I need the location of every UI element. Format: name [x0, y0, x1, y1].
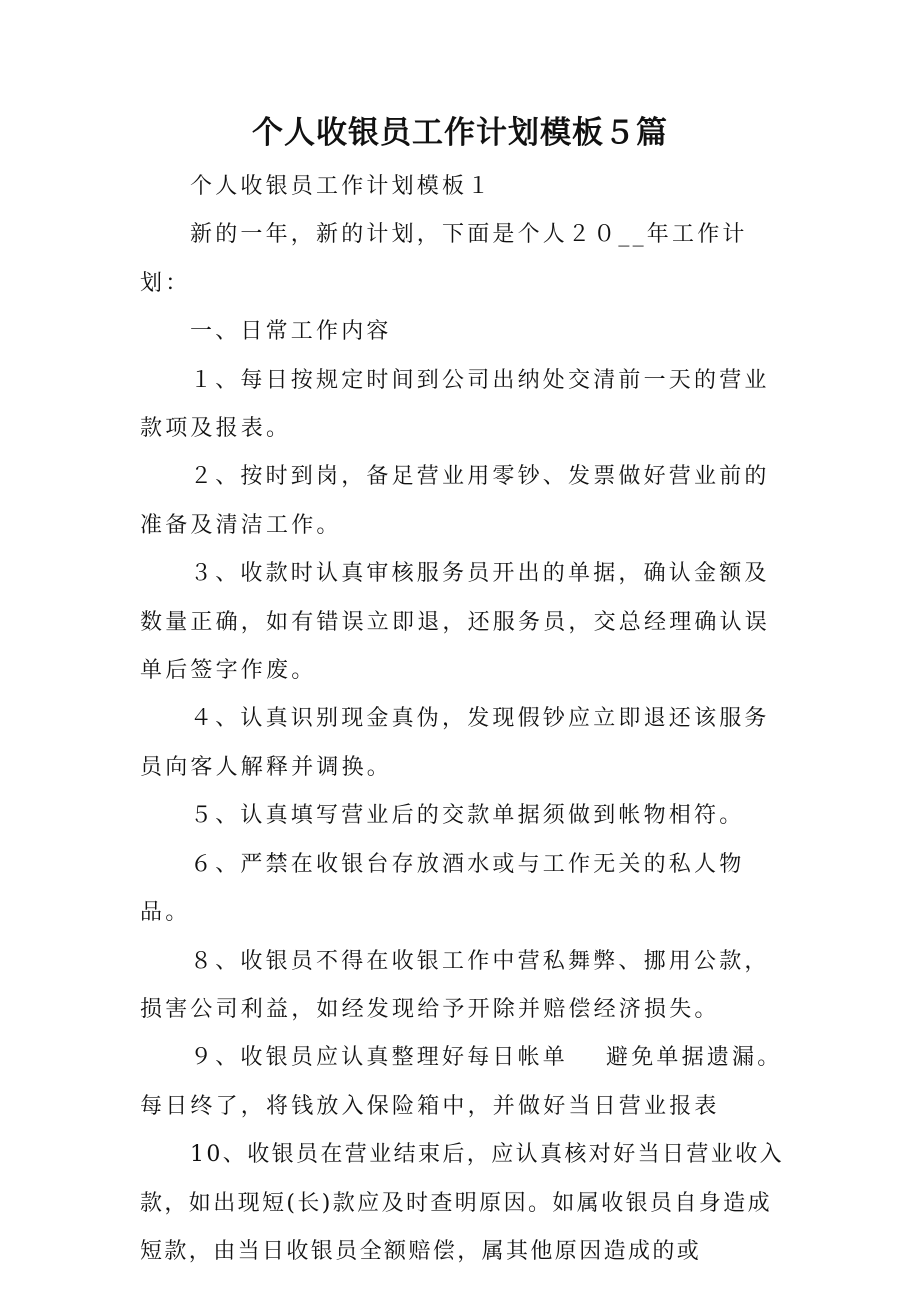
section-heading: 一、日常工作内容: [190, 319, 392, 345]
item-3-paragraph: ３、收款时认真审核服务员开出的单据，确认金额及数量正确，如有错误立即退，还服务员，交总经理确认误单后签字作废。: [140, 561, 771, 684]
item-5-paragraph: ５、认真填写营业后的交款单据须做到帐物相符。: [190, 803, 745, 829]
item-4-paragraph: ４、认真识别现金真伪，发现假钞应立即退还该服务员向客人解释并调换。: [140, 706, 770, 780]
item-9-paragraph: [140, 1034, 788, 1131]
item-8-paragraph: ８、收银员不得在收银工作中营私舞弊、挪用公款，损害公司利益，如经发现给予开除并赔偿经济损失。: [140, 948, 770, 1022]
item-6-paragraph: ６、严禁在收银台存放酒水或与工作无关的私人物品。: [140, 851, 745, 926]
document-title: 个人收银员工作计划模板５篇: [252, 115, 668, 151]
subtitle-paragraph: 个人收银员工作计划模板１: [190, 174, 493, 199]
item-10-paragraph: 10、收银员在营业结束后，应认真核对好当日营业收入款，如出现短(长)款应及时查明原因。如属收银员自身造成短款，由当日收银员全额赔偿，属其他原因造成的或: [140, 1142, 784, 1264]
item-1-paragraph: １、每日按规定时间到公司出纳处交清前一天的营业款项及报表。: [140, 367, 770, 442]
document-body: [140, 163, 788, 1276]
item-9-part-2: 避免单据遗漏。每日终了，将钱放入保险箱中，并做好当日营业报表: [140, 1045, 783, 1119]
item-2-paragraph: ２、按时到岗，备足营业用零钞、发票做好营业前的准备及清洁工作。: [140, 464, 770, 538]
intro-paragraph: 新的一年，新的计划，下面是个人２０__年工作计划：: [140, 222, 748, 296]
item-9-part-1: ９、收银员应认真整理好每日帐单: [190, 1045, 569, 1071]
